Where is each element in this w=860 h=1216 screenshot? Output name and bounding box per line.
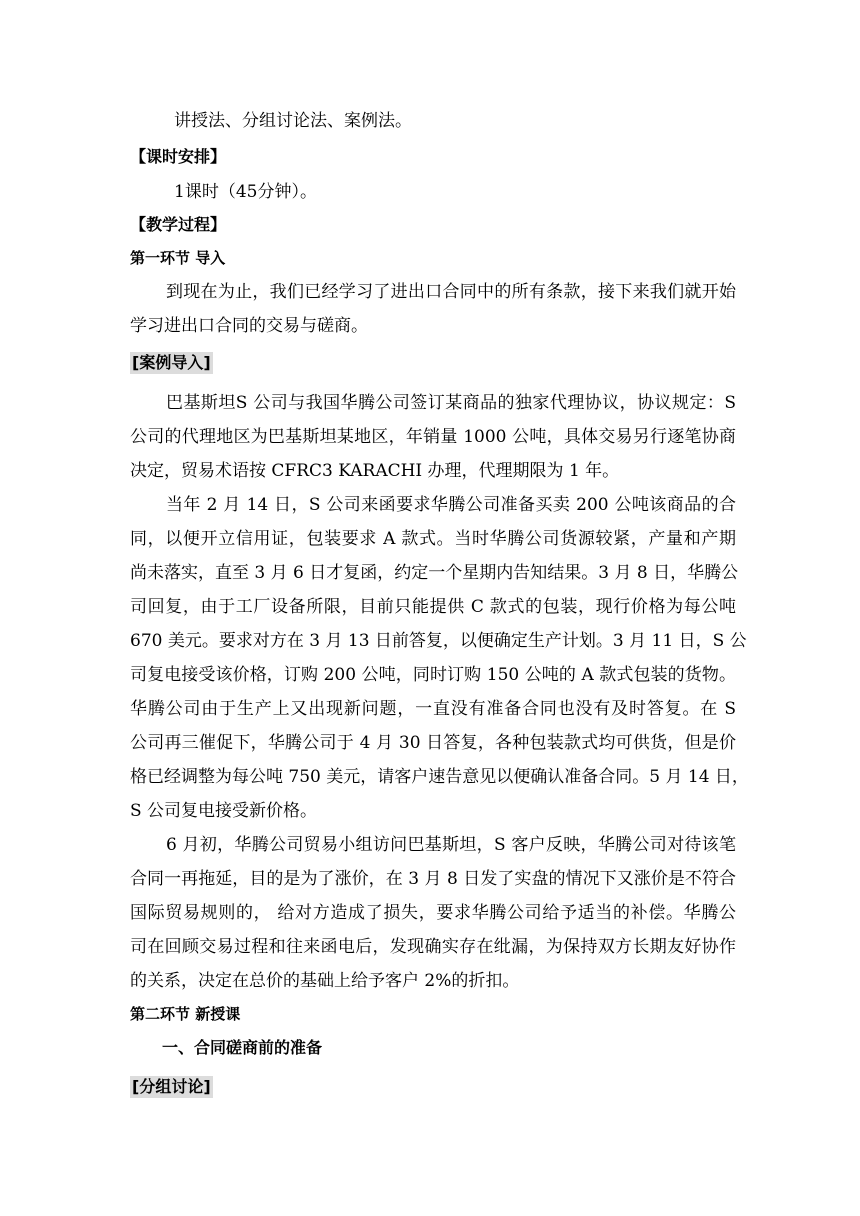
paragraph1-line-2: 公司的代理地区为巴基斯坦某地区，年销量 1000 公吨，具体交易另行逐笔协商	[130, 427, 736, 447]
paragraph1-line-3: 决定，贸易术语按 CFRC3 KARACHI 办理，代理期限为 1 年。	[130, 461, 620, 481]
group-label-row	[130, 1076, 736, 1098]
paragraph1-line-1: 巴基斯坦S 公司与我国华腾公司签订某商品的独家代理协议，协议规定：S	[166, 393, 736, 413]
intro-line-1: 到现在为止，我们已经学习了进出口合同中的所有条款，接下来我们就开始	[166, 282, 736, 302]
case-label: [案例导入]	[132, 353, 211, 372]
lesson-hours: 1课时（45分钟）。	[174, 182, 317, 202]
subsection1-title: 一、合同磋商前的准备	[162, 1038, 323, 1057]
paragraph2-line-8: 公司再三催促下，华腾公司于 4 月 30 日答复，各种包装款式均可供货，但是价	[130, 733, 736, 753]
paragraph3-line-1: 6 月初，华腾公司贸易小组访问巴基斯坦，S 客户反映，华腾公司对待该笔	[166, 835, 736, 855]
group-discussion-label: [分组讨论]	[132, 1077, 211, 1096]
paragraph2-line-5: 670 美元。要求对方在 3 月 13 日前答复，以便确定生产计划。3 月 11 日，S 公	[130, 631, 747, 651]
paragraph2-line-6: 司复电接受该价格，订购 200 公吨，同时订购 150 公吨的 A 款式包装的货物。	[130, 665, 736, 685]
paragraph2-line-10: S 公司复电接受新价格。	[130, 801, 318, 821]
teaching-methods: 讲授法、分组讨论法、案例法。	[174, 111, 412, 131]
paragraph2-line-1: 当年 2 月 14 日，S 公司来函要求华腾公司准备买卖 200 公吨该商品的合	[166, 495, 736, 515]
section1-title: 第一环节 导入	[130, 249, 226, 267]
paragraph2-line-7: 华腾公司由于生产上又出现新问题，一直没有准备合同也没有及时答复。在 S	[130, 699, 736, 719]
paragraph2-line-9: 格已经调整为每公吨 750 美元，请客户速告意见以便确认准备合同。5 月 14 日，	[130, 767, 749, 787]
intro-line-2: 学习进出口合同的交易与磋商。	[130, 316, 368, 336]
case-label-row	[130, 352, 736, 374]
paragraph3-line-5: 的关系，决定在总价的基础上给予客户 2%的折扣。	[130, 971, 520, 991]
lesson-hours-heading: 【课时安排】	[130, 147, 227, 166]
paragraph2-line-3: 尚未落实，直至 3 月 6 日才复函，约定一个星期内告知结果。3 月 8 日，华腾公	[130, 563, 739, 583]
paragraph2-line-4: 司回复，由于工厂设备所限，目前只能提供 C 款式的包装，现行价格为每公吨	[130, 597, 736, 617]
paragraph3-line-3: 国际贸易规则的， 给对方造成了损失，要求华腾公司给予适当的补偿。华腾公	[130, 903, 736, 923]
section2-title: 第二环节 新授课	[130, 1005, 241, 1023]
paragraph2-line-2: 同，以便开立信用证，包装要求 A 款式。当时华腾公司货源较紧，产量和产期	[130, 529, 736, 549]
process-heading: 【教学过程】	[130, 215, 227, 234]
paragraph3-line-2: 合同一再拖延，目的是为了涨价，在 3 月 8 日发了实盘的情况下又涨价是不符合	[130, 869, 736, 889]
paragraph3-line-4: 司在回顾交易过程和往来函电后，发现确实存在纰漏，为保持双方长期友好协作	[130, 937, 736, 957]
